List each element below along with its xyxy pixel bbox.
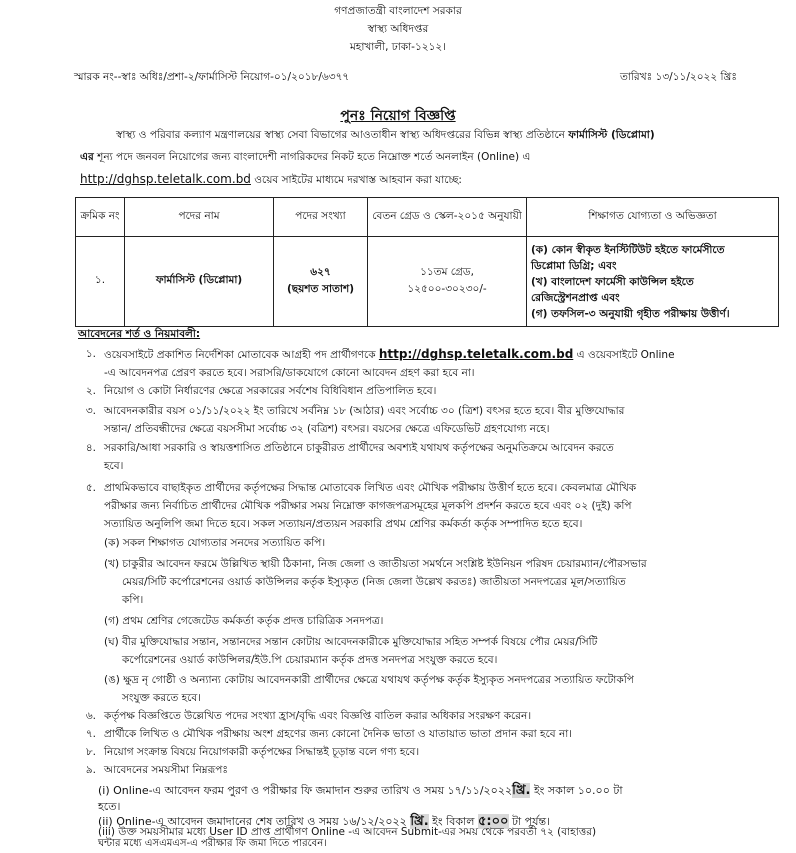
term-3-line-1: আবেদনকারীর বয়স ০১/১১/২০২২ ইং তারিখে সর্বনিম্ন ১৮ (আঠার) এবং সর্বোচ্চ ৩০ (ত্রিশ) বৎসর হতে হবে। বীর মুক্তিযোদ্ধার xyxy=(104,405,625,417)
cell-qualification xyxy=(527,237,779,327)
post-count: ৬২৭ xyxy=(310,265,331,278)
department-name: স্বাস্থ্য অধিদপ্তর xyxy=(367,23,429,35)
vacancy-table xyxy=(75,197,779,327)
term-6-text: কর্তৃপক্ষ বিজ্ঞপ্তিতে উল্লেখিত পদের সংখ্যা হ্রাস/বৃদ্ধি এবং বিজ্ঞপ্তি বাতিল করার অধিকার সংরক্ষণ করেন। xyxy=(104,710,532,722)
intro-text-2a: এর xyxy=(80,151,94,163)
term-4-number: ৪. xyxy=(85,442,96,454)
term-7-text: প্রার্থীকে লিখিত ও মৌখিক পরীক্ষায় অংশ গ্রহণের জন্য কোনো দৈনিক ভাতা ও যাতায়াত ভাতা প্রদান করা হবে না। xyxy=(104,728,573,740)
term-1-text: ওয়েবসাইটে প্রকাশিত নির্দেশিকা মোতাবেক আগ্রহী পদ প্রার্থীগণকে xyxy=(104,349,379,361)
sub-uma-line-1: (ঙ) ক্ষুদ্র নৃ গোষ্ঠী ও অন্যান্য কোটায় আবেদনকারী প্রার্থীদের ক্ষেত্রে যথাযথ কর্তৃপক্ষ কর্তৃক ইস্যুকৃত সনদপত্রের সত্যায়িত ফটোকপি xyxy=(104,674,634,686)
deadline-ii-highlight-1: খ্রি. xyxy=(410,814,429,829)
col-post: পদের নাম xyxy=(125,198,274,237)
sub-ka: (ক) সকল শিক্ষাগত যোগ্যতার সনদের সত্যায়িত কপি। xyxy=(104,537,326,549)
intro-line-2 xyxy=(80,150,530,167)
cell-grade xyxy=(368,237,527,327)
deadline-ii-end: টা পর্যন্ত। xyxy=(508,815,550,828)
deadline-i-text: (i) Online-এ আবেদন ফরম পুরণ ও পরীক্ষার ফি জমাদান শুরুর তারিখ ও সময় ১৭/১১/২০২২ xyxy=(98,784,513,797)
sub-gha-line-1: (ঘ) বীর মুক্তিযোদ্ধার সন্তান, সন্তানদের সন্তান কোটায় আবেদনকারীকে মুক্তিযোদ্ধার সহিত সম্পর্ক বিষয়ে পৌর মেয়র/সিটি xyxy=(104,636,598,648)
col-count: পদের সংখ্যা xyxy=(274,198,368,237)
grade-text: ১১তম গ্রেড, xyxy=(420,265,474,278)
term-5-number: ৫. xyxy=(85,482,96,494)
intro-text-3b: ওয়েব সাইটের মাধ্যমে দরখাস্ত আহবান করা যাচ্ছে: xyxy=(250,174,462,186)
sub-kha-line-3: কপি। xyxy=(122,594,144,606)
term-1-number: ১. xyxy=(85,348,96,360)
term-5-line-1: প্রাথমিকভাবে বাছাইকৃত প্রার্থীদের কর্তৃপক্ষের সিদ্ধান্ত মোতাবেক লিখিত এবং মৌখিক পরীক্ষায় উত্তীর্ণ হতে হবে। কেবলমাত্র মৌখিক xyxy=(104,482,637,494)
deadline-i-line-2: হতে। xyxy=(98,800,121,813)
deadline-i-highlight: খ্রি. xyxy=(512,783,531,798)
term-6-number: ৬. xyxy=(85,710,96,722)
term-8-number: ৮. xyxy=(85,746,96,758)
term-4-line-1: সরকারি/আধা সরকারি ও স্বায়ত্তশাসিত প্রতিষ্ঠানে চাকুরীরত প্রার্থীদের অবশ্যই যথাযথ কর্তৃপক্ষের অনুমতিক্রমে আবেদন করতে xyxy=(104,442,614,454)
terms-title: আবেদনের শর্ত ও নিয়মাবলী: xyxy=(78,328,201,340)
qual-line-2: ডিপ্লোমা ডিগ্রি; এবং xyxy=(531,259,617,272)
term-5-line-3: সত্যায়িত অনুলিপি জমা দিতে হবে। সকল সত্যায়ন/প্রত্যয়ন সরকারি প্রথম শ্রেণির কর্মকর্তা কর্তৃক সম্পাদিত হতে হবে। xyxy=(104,518,583,530)
intro-post-name: ফার্মাসিস্ট (ডিপ্লোমা) xyxy=(568,129,655,141)
deadline-iii-line-2: ঘন্টার মধ্যে এসএমএস-এ পরীক্ষার ফি জমা দিতে পারবেন। xyxy=(98,838,327,849)
memo-number: স্মারক নং--স্বাঃ অধিঃ/প্রশা-২/ফার্মাসিস্ট নিয়োগ-০১/২০১৮/৬৩৭৭ xyxy=(74,71,350,83)
sub-kha-line-2: মেয়র/সিটি কর্পোরেশনের ওয়ার্ড কাউন্সিলর কর্তৃক ইস্যুকৃত (নিজ জেলা উল্লেখ করতঃ) জাতীয়তা সনদপত্রের মূল/সত্যায়িত xyxy=(122,576,626,588)
term-3-number: ৩. xyxy=(85,405,96,417)
term-8-text: নিয়োগ সংক্রান্ত বিষয়ে নিয়োগকারী কর্তৃপক্ষের সিদ্ধান্তই চূড়ান্ত বলে গণ্য হবে। xyxy=(104,746,420,758)
term-3-line-2: সন্তান/ প্রতিবন্ধীদের ক্ষেত্রে বয়সসীমা সর্বোচ্চ ৩২ (বত্রিশ) বৎসর। বয়সের ক্ষেত্রে এফিডেভিট গ্রহণযোগ্য নহে। xyxy=(104,423,550,435)
intro-link[interactable]: http://dghsp.teletalk.com.bd xyxy=(80,172,251,186)
term-1-line-1 xyxy=(104,347,675,365)
sub-uma-line-2: সংযুক্ত করতে হবে। xyxy=(122,692,201,704)
cell-serial: ১. xyxy=(76,237,125,327)
col-qualification: শিক্ষাগত যোগ্যতা ও অভিজ্ঞতা xyxy=(527,198,779,237)
sub-ga: (গ) প্রথম শ্রেণির গেজেটেড কর্মকর্তা কর্তৃক প্রদত্ত চারিত্রিক সনদপত্র। xyxy=(104,615,384,627)
deadline-ii-highlight-2: ৫:০০ xyxy=(477,814,509,829)
term-1-link[interactable]: http://dghsp.teletalk.com.bd xyxy=(378,347,574,361)
col-serial: ক্রমিক নং xyxy=(76,198,125,237)
intro-text-1a: স্বাস্থ্য ও পরিবার কল্যাণ মন্ত্রণালয়ের স্বাস্থ্য সেবা বিভাগের আওতাধীন স্বাস্থ্য অধিদপ্তরের বিভিন্ন স্বাস্থ্য প্রতিষ্ঠানে xyxy=(116,129,569,141)
qual-line-1: (ক) কোন স্বীকৃত ইনস্টিটিউট হইতে ফার্মেসীতে xyxy=(531,243,725,256)
office-address: মহাখালী, ঢাকা-১২১২। xyxy=(349,41,447,53)
table-header-row xyxy=(76,198,779,237)
table-row xyxy=(76,237,779,327)
memo-date: তারিখঃ ১৩/১১/২০২২ খ্রিঃ xyxy=(620,71,737,83)
cell-post: ফার্মাসিস্ট (ডিপ্লোমা) xyxy=(125,237,274,327)
term-2-text: নিয়োগ ও কোটা নির্ধারণের ক্ষেত্রে সরকারের সর্বশেষ বিধিবিধান প্রতিপালিত হবে। xyxy=(104,385,437,397)
term-9-number: ৯. xyxy=(85,764,96,776)
gov-name: গণপ্রজাতন্ত্রী বাংলাদেশ সরকার xyxy=(334,5,462,17)
sub-gha-line-2: কর্পোরেশনের ওয়ার্ড কাউন্সিলর/ইউ.পি চেয়ারম্যান কর্তৃক প্রদত্ত সনদপত্র সংযুক্ত করতে হবে। xyxy=(122,654,498,666)
term-9-text: আবেদনের সময়সীমা নিম্নরূপঃ xyxy=(104,764,228,776)
qual-line-4: রেজিস্ট্রেশনপ্রাপ্ত এবং xyxy=(531,291,620,304)
deadline-ii-mid: ইং বিকাল xyxy=(428,815,478,828)
term-1-text-b: এ ওয়েবসাইটে Online xyxy=(573,349,675,361)
term-4-line-2: হবে। xyxy=(104,460,124,472)
intro-line-1 xyxy=(116,128,655,145)
notice-title: পুনঃ নিয়োগ বিজ্ঞপ্তি xyxy=(340,108,456,124)
deadline-ii-text: (ii) Online-এ আবেদন জমাদানের শেষ তারিখ ও সময় ১৬/১২/২০২২ xyxy=(98,815,411,828)
term-2-number: ২. xyxy=(85,385,96,397)
sub-kha-line-1: (খ) চাকুরীর আবেদন ফরমে উল্লিখিত স্থায়ী ঠিকানা, নিজ জেলা ও জাতীয়তা সমর্থনে সংশ্লিষ্ট ইউনিয়ন পরিষদ চেয়ারম্যান/পৌরসভার xyxy=(104,558,647,570)
scale-text: ১২৫০০-৩০২৩০/- xyxy=(407,282,487,295)
intro-line-3 xyxy=(80,172,462,190)
intro-text-2b: শূন্য পদে জনবল নিয়োগের জন্য বাংলাদেশী নাগরিকদের নিকট হতে নিম্নোক্ত শর্তে অনলাইন (Online) এ xyxy=(93,151,531,163)
qual-line-3: (খ) বাংলাদেশ ফার্মেসী কাউন্সিল হইতে xyxy=(531,275,694,288)
deadline-i-time: ইং সকাল ১০.০০ টা xyxy=(530,784,623,797)
deadline-i-line-1 xyxy=(98,781,623,802)
term-7-number: ৭. xyxy=(85,728,96,740)
col-grade: বেতন গ্রেড ও স্কেল-২০১৫ অনুযায়ী xyxy=(368,198,527,237)
term-5-line-2: পরীক্ষার জন্য নির্বাচিত প্রার্থীদের মৌখিক পরীক্ষার সময় নিম্নোক্ত কাগজপত্রসমূহের মূলকপি প্রদর্শন করতে হবে এবং ০২ (দুই) কপি xyxy=(104,500,632,512)
post-count-words: (ছয়শত সাতাশ) xyxy=(286,282,354,295)
cell-count xyxy=(274,237,368,327)
deadline-iii-line-1: (iii) উক্ত সময়সীমার মধ্যে User ID প্রাপ্ত প্রার্থীগণ Online -এ আবেদন Submit-এর সময় থেকে পরবর্তী ৭২ (বাহাত্তর) xyxy=(98,826,597,838)
qual-line-5: (গ) তফসিল-৩ অনুযায়ী গৃহীত পরীক্ষায় উত্তীর্ণ। xyxy=(531,307,730,320)
term-1-line-2: -এ আবেদনপত্র প্রেরণ করতে হবে। সরাসরি/ডাকযোগে কোনো আবেদন গ্রহণ করা হবে না। xyxy=(104,367,475,379)
